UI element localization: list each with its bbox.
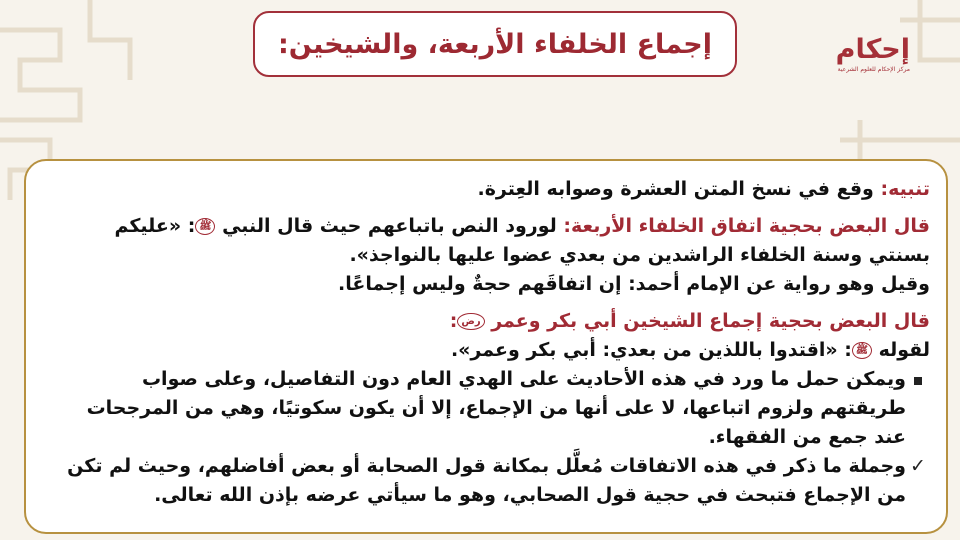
slide-title: إجماع الخلفاء الأربعة، والشيخين:	[277, 28, 712, 60]
four-caliphs-paragraph	[54, 212, 930, 270]
hadith-quote: : «اقتدوا باللذين من بعدي: أبي بكر وعمر».	[450, 339, 852, 361]
two-sheikhs-heading	[54, 307, 930, 336]
hadith-intro: لقوله	[872, 339, 930, 361]
bullet-text-2: وجملة ما ذكر في هذه الاتفاقات مُعلَّل بمكانة قول الصحابة أو بعض أفاضلهم، وحيث لم تكن من الإجماع فتبحث في حجية قول الصحابي، وهو ما سيأتي عرضه بإذن الله تعالى.	[67, 455, 906, 506]
logo-subtitle: مركز الإحكام للعلوم الشرعية	[837, 66, 910, 73]
logo-word: إحكام	[835, 34, 910, 65]
note-label: تنبيه:	[880, 178, 930, 200]
four-caliphs-quote: : «عليكم بسنتي وسنة الخلفاء الراشدين من بعدي عضوا عليها بالنواجذ».	[114, 215, 930, 266]
radiallahu-icon: رض	[457, 313, 484, 330]
list-item	[54, 365, 930, 452]
two-sheikhs-label: قال البعض بحجية إجماع الشيخين أبي بكر وعمر	[484, 310, 930, 332]
list-item	[54, 452, 930, 510]
ahmad-narration-text: وقيل وهو رواية عن الإمام أحمد: إن اتفاقَهم حجةٌ وليس إجماعًا.	[338, 273, 930, 295]
checkmark-bullet-icon: ✓	[910, 455, 926, 477]
note-paragraph	[54, 175, 930, 204]
title-box	[253, 11, 737, 77]
salutation-icon: ﷺ	[852, 342, 872, 359]
four-caliphs-text: لورود النص باتباعهم حيث قال النبي	[215, 215, 564, 237]
bullet-text-1: ويمكن حمل ما ورد في هذه الأحاديث على الهدي العام دون التفاصيل، وعلى صواب طريقتهم ولزوم اتباعها، لا على أنها من الإجماع، إلا أن يكون سكوتيًا، وهي من المرجحات عند جمع من الفقهاء.	[86, 368, 906, 448]
hadith-paragraph	[54, 336, 930, 365]
salutation-icon: ﷺ	[195, 218, 215, 235]
two-sheikhs-label-end: :	[449, 310, 458, 332]
ahmad-narration-paragraph	[54, 270, 930, 299]
logo	[835, 26, 910, 100]
four-caliphs-label: قال البعض بحجية اتفاق الخلفاء الأربعة:	[563, 215, 930, 237]
square-bullet-icon	[906, 365, 930, 394]
content-box	[24, 159, 948, 534]
note-text: وقع في نسخ المتن العشرة وصوابه العِترة.	[477, 178, 881, 200]
